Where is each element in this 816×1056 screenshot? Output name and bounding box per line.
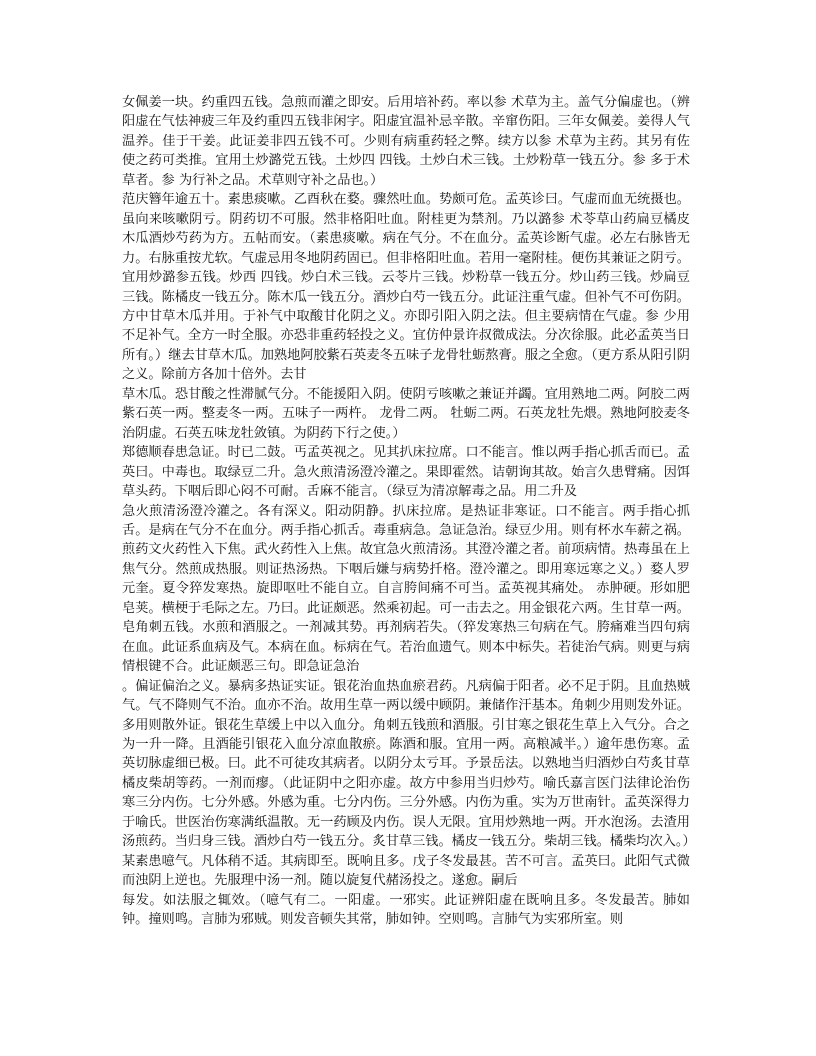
paragraph-1: 女佩姜一块。约重四五钱。急煎而灌之即安。后用培补药。率以参 术草为主。盖气分偏虚也。（辨阳虚在气怯神疲三年及约重四五钱非闲字。阳虚宜温补忌辛散。辛窜伤阳。三年女佩姜。姜得人气温养。佳于干姜。此证姜非四五钱不可。少则有病重药轻之弊。续方以参 术草为主药。其另有佐使之药可类推。宜用土炒潞党五钱。土炒四 四钱。土炒白术三钱。土炒粉草一钱五分。参 多于术草者。参 为行补之品。术草则守补之品也。）: [122, 95, 690, 188]
paragraph-3: 草木瓜。恐甘酸之性滞腻气分。不能援阳入阴。使阴亏咳嗽之兼证并蠲。宜用熟地二两。阿胶二两 紫石英一两。整麦冬一两。五味子一两杵。 龙骨二两。 牡蛎二两。石英龙牡先煨。熟地阿胶麦冬治阴虚。石英五味龙牡敛镇。为阴药下行之使。）: [122, 386, 690, 441]
paragraph-7: 某素患噫气。凡体稍不适。其病即至。既响且多。戊子冬发最甚。苦不可言。孟英曰。此阳气式微而浊阴上逆也。先服理中汤一剂。随以旋复代赭汤投之。遂愈。嗣后: [122, 853, 690, 889]
paragraph-6: 。偏证偏治之义。暴病多热证实证。银花治血热血瘀君药。凡病偏于阳者。必不足于阴。且血热贼气。气不降则气不治。血亦不治。故用生草一两以缓中顾阴。兼储作汗基本。角刺少用则发外证。多用则散外证。银花生草缓上中以入血分。角刺五钱煎和酒服。引甘寒之银花生草上入气分。合之为一升一降。且酒能引银花入血分凉血散瘀。陈酒和服。宜用一两。高粮减半。）逾年患伤寒。孟英切脉虚细已极。曰。此不可徒攻其病者。以阴分太亏耳。予景岳法。以熟地当归酒炒白芍炙甘草橘皮柴胡等药。一剂而瘳。（此证阴中之阳亦虚。故方中参用当归炒芍。喻氏嘉言医门法律论治伤寒三分内伤。七分外感。外感为重。七分内伤。三分外感。内伤为重。实为万世南针。孟英深得力于喻氏。世医治伤寒满纸温散。无一药顾及内伤。误人无限。宜用炒熟地一两。开水泡汤。去渣用汤煎药。当归身三钱。酒炒白芍一钱五分。炙甘草三钱。橘皮一钱五分。柴胡三钱。橘柴均次入。）: [122, 678, 696, 850]
paragraph-4: 郑德顺春患急证。时已二鼓。丐孟英视之。见其扒床拉席。口不能言。惟以两手指心抓舌而已。孟英曰。中毒也。取绿豆二升。急火煎清汤澄冷灌之。果即霍然。诘朝询其故。始言久患臂痛。因饵草头药。下咽后即心闷不可耐。舌麻不能言。（绿豆为清凉解毒之品。用二升及: [122, 445, 690, 500]
document-page: [122, 93, 696, 929]
paragraph-5: 急火煎清汤澄冷灌之。各有深义。阳动阴静。扒床拉席。是热证非寒证。口不能言。两手指心抓舌。是病在气分不在血分。两手指心抓舌。毒重病急。急证急治。绿豆少用。则有杯水车薪之祸。煎药文火药性入下焦。武火药性入上焦。故宜急火煎清汤。其澄冷灌之者。前项病情。热毒虽在上焦气分。然煎成热服。则证热汤热。下咽后嫌与病势扦格。澄冷灌之。即用寒远寒之义。）婺人罗元奎。夏令猝发寒热。旋即呕吐不能自立。自言胯间痛不可当。孟英视其痛处。 赤肿硬。形如肥皂荚。横梗于毛际之左。乃曰。此证颇恶。然乘初起。可一击去之。用金银花六两。生甘草一两。皂角刺五钱。水煎和酒服之。一剂减其势。再剂病若失。（猝发寒热三句病在气。胯痛难当四句病在血。此证系血病及气。本病在血。标病在气。若治血遗气。则本中标失。若徒治气病。则更与病情根键不合。此证颇恶三句。即急证急治: [122, 503, 690, 675]
paragraph-2: 范庆簪年逾五十。素患痰嗽。乙酉秋在婺。骤然吐血。势颇可危。孟英诊曰。气虚而血无统摄也。虽向来咳嗽阴亏。阴药切不可服。然非格阳吐血。附桂更为禁剂。乃以潞参 术苓草山药扁豆橘皮木瓜酒炒芍药为方。五帖而安。（素患痰嗽。病在气分。不在血分。孟英诊断气虚。必左右脉皆无力。右脉重按尤软。气虚忌用冬地阴药固已。但非格阳吐血。若用一毫附桂。便伤其兼证之阴亏。宜用炒潞参五钱。炒西 四钱。炒白术三钱。云苓片三钱。炒粉草一钱五分。炒山药三钱。炒扁豆三钱。陈橘皮一钱五分。陈木瓜一钱五分。酒炒白芍一钱五分。此证注重气虚。但补气不可伤阴。方中甘草木瓜并用。于补气中取酸甘化阴之义。亦即引阳入阴之法。但主要病情在气虚。参 少用不足补气。全方一时全服。亦恐非重药轻投之义。宜仿仲景许叔微成法。分次徐服。此必孟英当日所有。）继去甘草木瓜。加熟地阿胶紫石英麦冬五味子龙骨牡蛎熬膏。服之全愈。（更方系从阳引阴之义。除前方各加十倍外。去甘: [122, 192, 690, 383]
paragraph-8: 每发。如法服之辄效。（噫气有二。一阳虚。一邪实。此证辨阳虚在既响且多。冬发最苦。肺如钟。撞则鸣。言肺为邪贼。则发音顿失其常，肺如钟。空则鸣。言肺气为实邪所室。则: [122, 892, 690, 928]
